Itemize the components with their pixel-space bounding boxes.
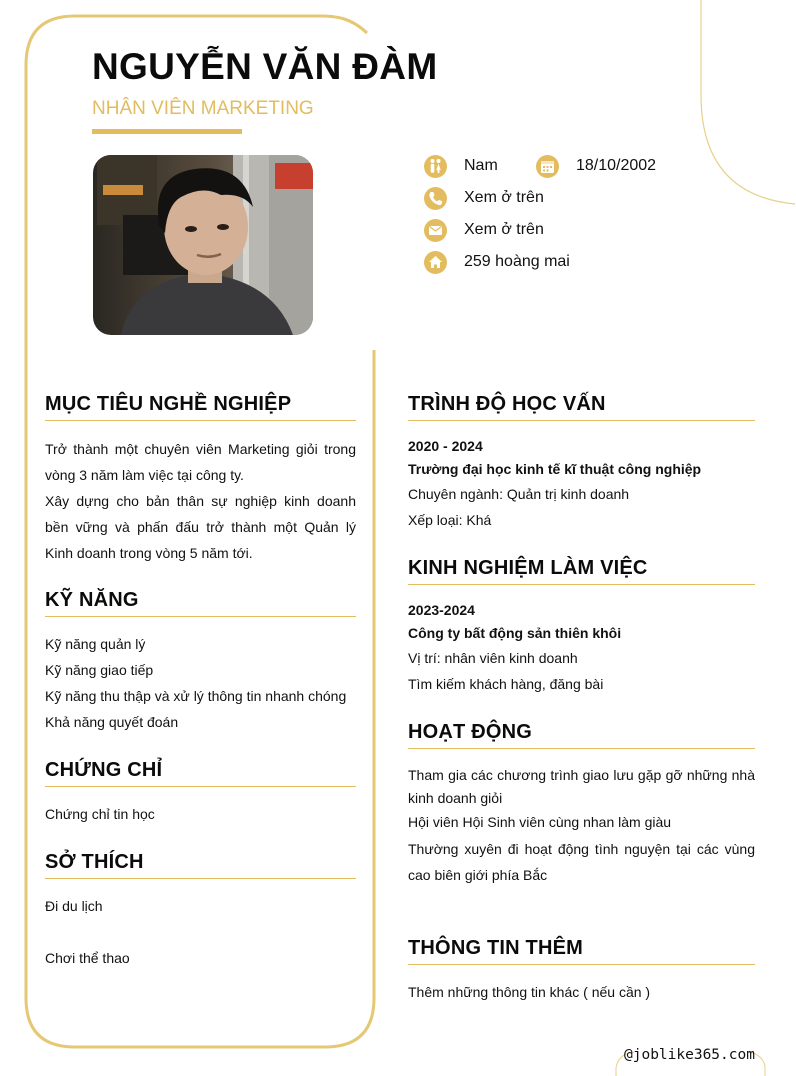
experience-title: KINH NGHIỆM LÀM VIỆC <box>408 557 648 579</box>
objective-paragraph-1: Trở thành một chuyên viên Marketing giỏi trong vòng 3 năm làm việc tại công ty. <box>45 441 356 483</box>
calendar-icon <box>536 155 559 178</box>
additional-text: Thêm những thông tin khác ( nếu cần ) <box>408 984 651 1000</box>
objective-rule <box>45 420 356 421</box>
watermark: @joblike365.com <box>624 1047 755 1063</box>
education-grade: Xếp loại: Khá <box>408 512 492 528</box>
phone-icon <box>424 187 447 210</box>
skill-item: Khả năng quyết đoán <box>45 714 179 730</box>
profile-photo <box>93 155 313 335</box>
skills-rule <box>45 616 356 617</box>
experience-task: Tìm kiếm khách hàng, đăng bài <box>408 676 604 692</box>
activity-item: Hội viên Hội Sinh viên cùng nhan làm giàu <box>408 814 672 830</box>
experience-rule <box>408 584 755 585</box>
education-period: 2020 - 2024 <box>408 438 483 454</box>
activity-item: Tham gia các chương trình giao lưu gặp gỡ những nhà kinh doanh giỏi <box>408 767 755 806</box>
education-rule <box>408 420 755 421</box>
objective-title: MỤC TIÊU NGHỀ NGHIỆP <box>45 393 292 415</box>
hobbies-title: SỞ THÍCH <box>45 851 144 873</box>
education-school: Trường đại học kinh tế kĩ thuật công nghiệp <box>408 461 702 477</box>
skill-item: Kỹ năng giao tiếp <box>45 662 154 678</box>
experience-period: 2023-2024 <box>408 602 475 618</box>
email-value: Xem ở trên <box>464 221 544 238</box>
certificates-rule <box>45 786 356 787</box>
home-icon <box>424 251 447 274</box>
email-icon <box>424 219 447 242</box>
job-title: NHÂN VIÊN MARKETING <box>92 98 314 119</box>
certificate-item: Chứng chỉ tin học <box>45 806 155 822</box>
activity-item: Thường xuyên đi hoạt động tình nguyện tại các vùng cao biên giới phía Bắc <box>408 841 755 883</box>
skill-item: Kỹ năng thu thập và xử lý thông tin nhanh chóng <box>45 688 347 704</box>
certificates-title: CHỨNG CHỈ <box>45 759 163 781</box>
activities-rule <box>408 748 755 749</box>
address-value: 259 hoàng mai <box>464 253 570 270</box>
hobbies-rule <box>45 878 356 879</box>
education-title: TRÌNH ĐỘ HỌC VẤN <box>408 393 606 415</box>
experience-position: Vị trí: nhân viên kinh doanh <box>408 650 578 666</box>
hobby-item: Chơi thể thao <box>45 950 130 966</box>
experience-company: Công ty bất động sản thiên khôi <box>408 625 622 641</box>
skills-title: KỸ NĂNG <box>45 589 139 611</box>
education-major: Chuyên ngành: Quản trị kinh doanh <box>408 486 630 502</box>
gender-value: Nam <box>464 157 498 174</box>
title-underline <box>92 129 242 134</box>
gender-icon <box>424 155 447 178</box>
objective-paragraph-2: Xây dựng cho bản thân sự nghiệp kinh doanh bền vững và phấn đấu trở thành một Quản lý Kinh doanh trong vòng 5 năm tới. <box>45 493 356 561</box>
phone-value: Xem ở trên <box>464 189 544 206</box>
candidate-name: NGUYỄN VĂN ĐÀM <box>92 46 438 87</box>
birthdate-value: 18/10/2002 <box>576 157 657 174</box>
skill-item: Kỹ năng quản lý <box>45 636 146 652</box>
activities-title: HOẠT ĐỘNG <box>408 721 533 743</box>
additional-rule <box>408 964 755 965</box>
hobby-item: Đi du lịch <box>45 898 103 914</box>
additional-title: THÔNG TIN THÊM <box>408 937 584 959</box>
